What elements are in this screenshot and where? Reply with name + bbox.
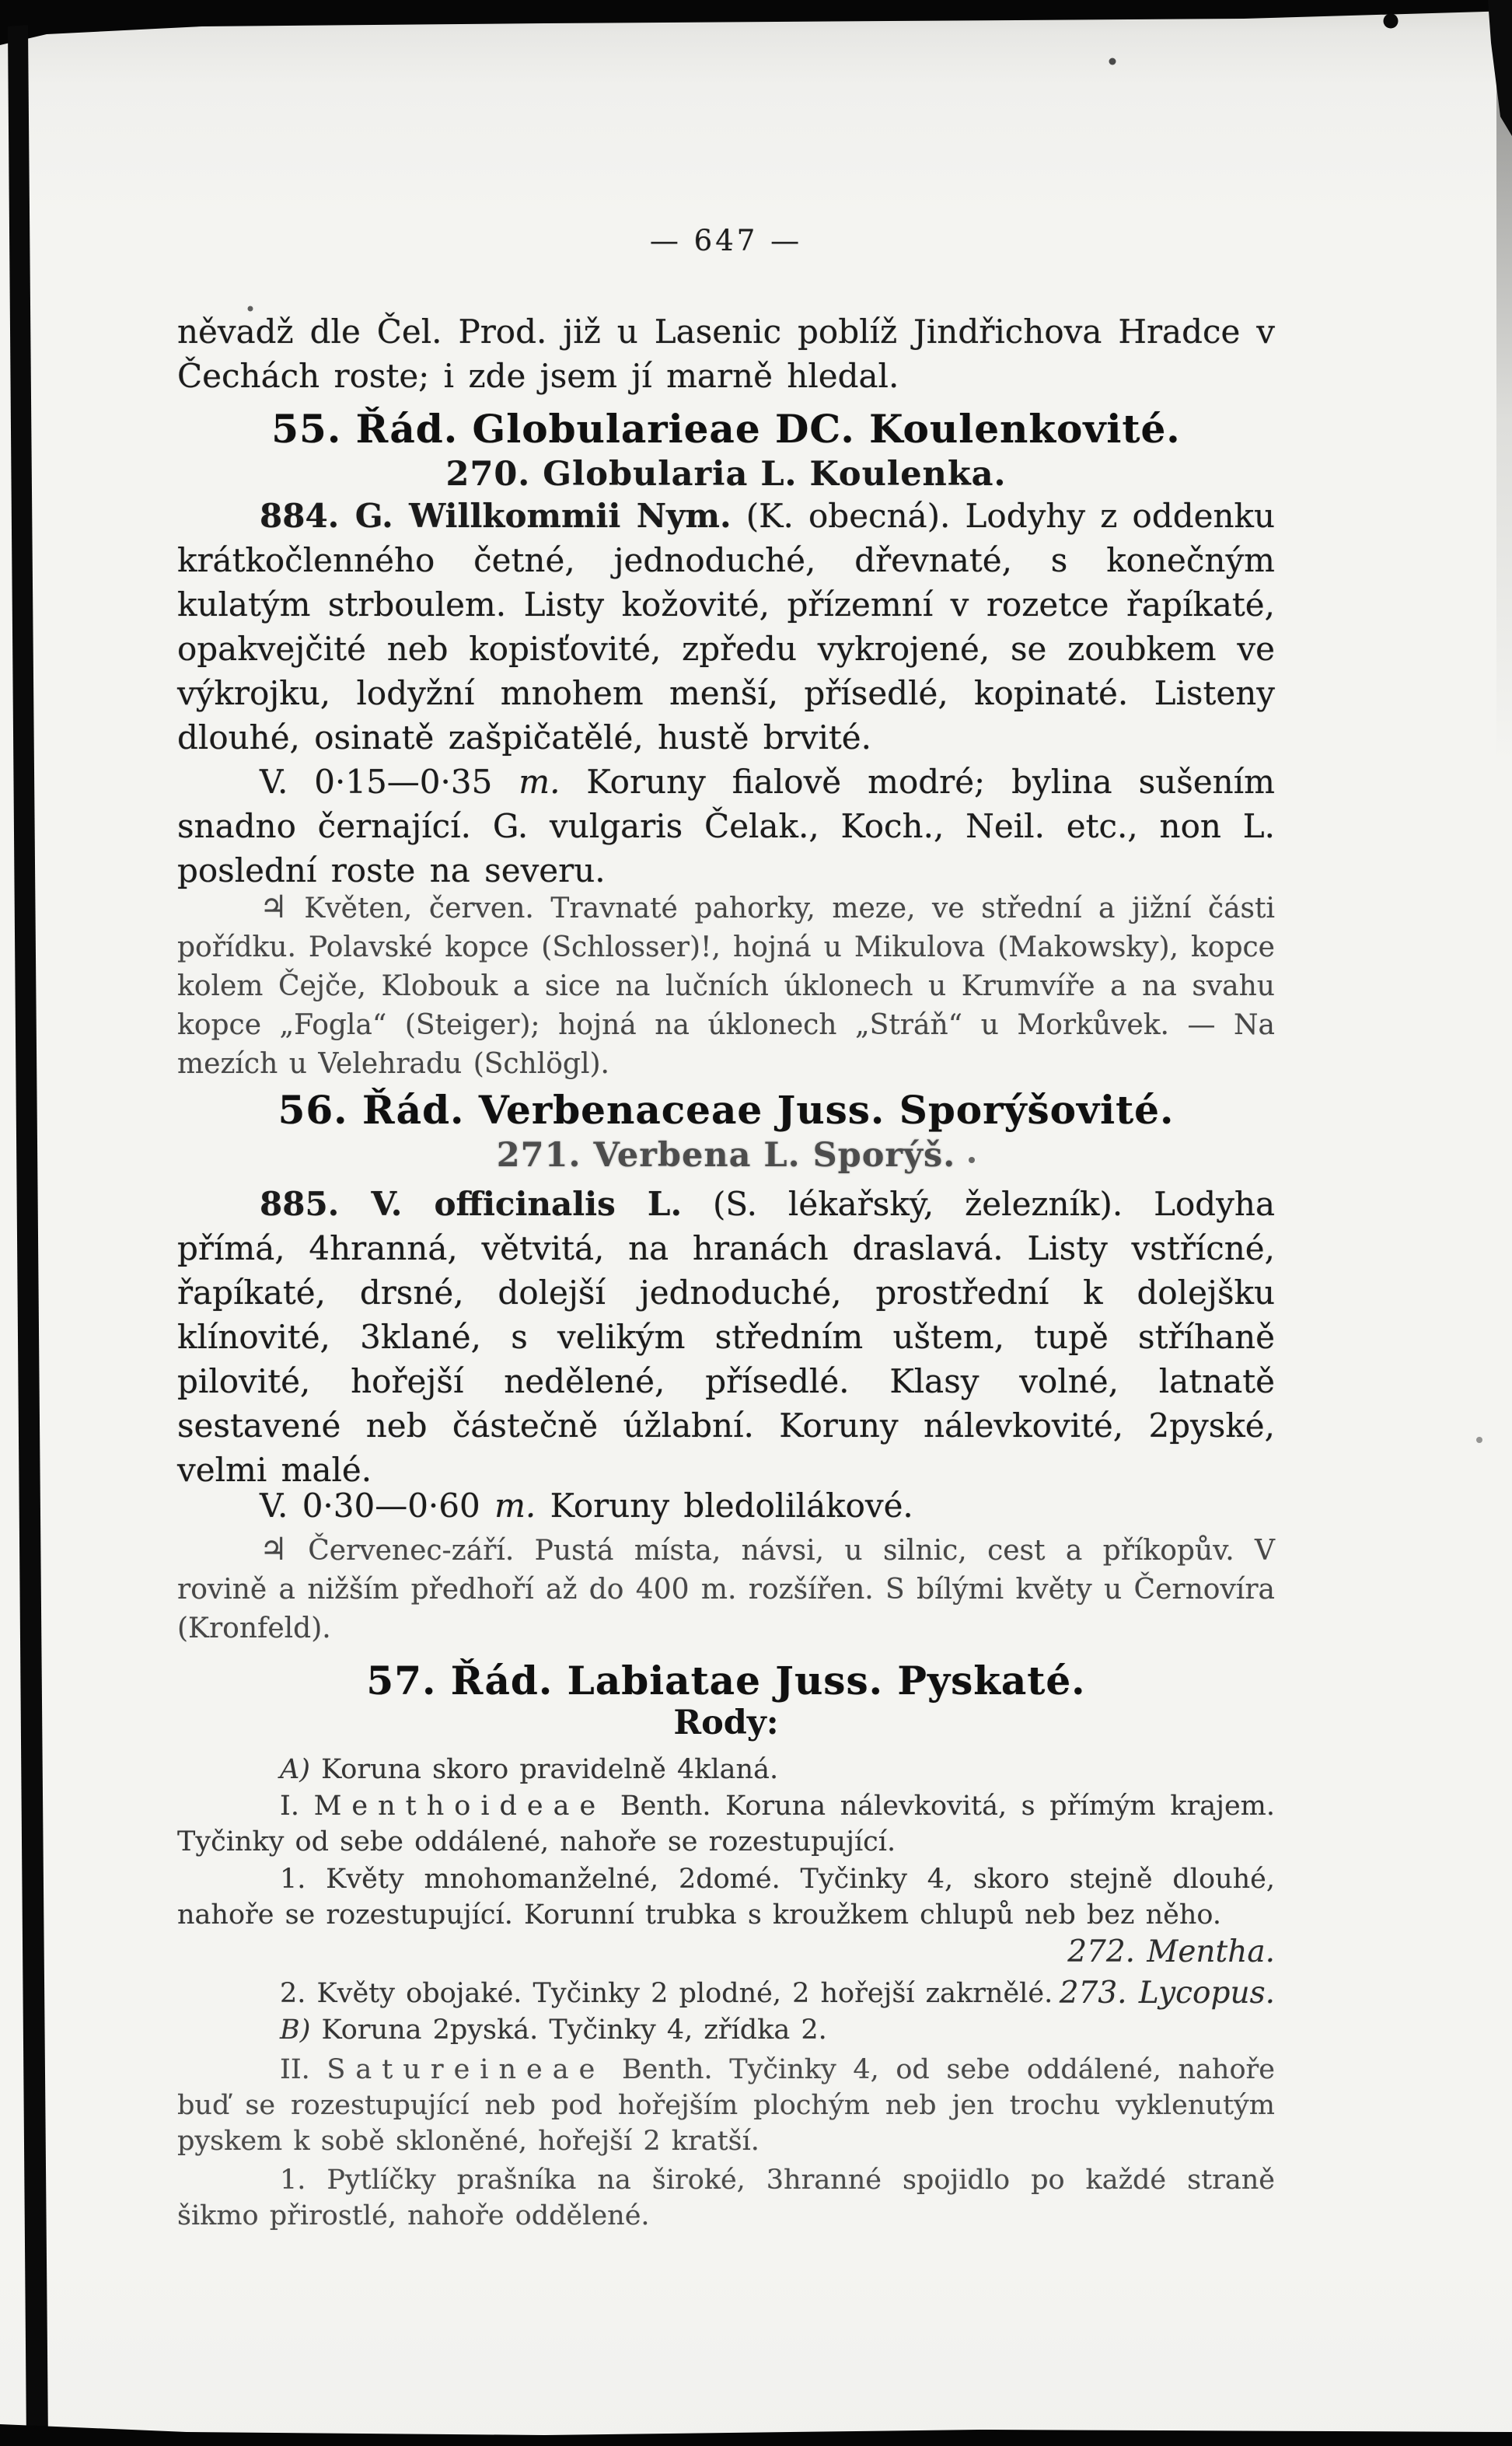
key-item-II-name: Satureineae: [326, 2054, 606, 2085]
order-57-heading: 57. Řád. Labiatae Juss. Pyskaté.: [366, 1658, 1086, 1703]
habitat-885-paragraph: [177, 1530, 1275, 1648]
measurement-884-note: Koruny fialově modré; bylina sušením snadno černající. G. vulgaris Čelak., Koch., Neil. etc., non L. poslední roste na severu.: [177, 763, 1275, 889]
species-884-name: 884. G. Willkommii Nym.: [260, 497, 732, 535]
perennial-icon: ♃: [260, 889, 288, 925]
intro-paragraph: něvadž dle Čel. Prod. již u Lasenic poblíž Jindřichova Hradce v Čechách roste; i zde jsem jí marně hledal.: [177, 313, 1275, 395]
measurement-885-note: Koruny bledolilákové.: [550, 1487, 913, 1525]
key-item-I-name: Menthoideae: [313, 1791, 606, 1822]
species-885-description: (S. lékařský, železník). Lodyha přímá, 4hranná, větvitá, na hranách draslavá. Listy vstřícné, řapíkaté, drsné, dolejší jednoduché, prostřední k dolejšku klínovité, 3klané, s velikým středním uštem, tupě stříhaně pilovité, hořejší nedělené, přísedlé. Klasy volné, latnatě sestavené neb částečně úžlabní. Koruny nálevkovité, 2pyské, velmi malé.: [177, 1185, 1275, 1489]
habitat-884-paragraph: [177, 888, 1275, 1084]
key-item-A-text: Koruna skoro pravidelně 4klaná.: [321, 1754, 779, 1785]
key-item-2-text: 2. Květy obojaké. Tyčinky 2 plodné, 2 hořejší zakrnělé.: [280, 1978, 1053, 2009]
key-item-A: [177, 1752, 1275, 1787]
genera-key-heading: Rody:: [673, 1703, 779, 1742]
order-55-heading: 55. Řád. Globularieae DC. Koulenkovité.: [271, 406, 1181, 452]
key-item-II-1: 1. Pytlíčky prašníka na široké, 3hranné spojidlo po každé straně šikmo přirostlé, nahoře oddělené.: [177, 2165, 1275, 2231]
key-item-II-text: Benth. Tyčinky 4, od sebe oddálené, nahoře buď se rozestupující neb pod hořejším plochým neb jen trochu vyklenutým pyskem k sobě skloněné, hořejší 2 kratší.: [177, 2054, 1275, 2157]
measurement-884-unit: m.: [519, 763, 560, 801]
genus-ref-mentha: 272. Mentha.: [1067, 1934, 1275, 1969]
speck: [1476, 1437, 1482, 1443]
key-item-1: 1. Květy mnohomanželné, 2domé. Tyčinky 4, skoro stejně dlouhé, nahoře se rozestupující. Korunní trubka s kroužkem chlupů neb bez něho.: [177, 1864, 1275, 1931]
key-item-I-text: Benth. Koruna nálevkovitá, s přímým krajem. Tyčinky od sebe oddálené, nahoře se rozestupující.: [177, 1791, 1275, 1857]
left-border-line: [8, 25, 48, 2446]
species-885-paragraph: [177, 1182, 1275, 1492]
species-884-description: (K. obecná). Lodyhy z oddenku krátkočlenného četné, jednoduché, dřevnaté, s konečným kulatým strboulem. Listy kožovité, přízemní v rozetce řapíkaté, opakvejčité neb kopisťovité, zpředu vykrojené, se zoubkem ve výkrojku, lodyžní mnohem menší, přísedlé, kopinaté. Listeny dlouhé, osinatě zašpičatělé, hustě brvité.: [177, 497, 1275, 757]
genus-270-heading: 270. Globularia L. Koulenka.: [445, 455, 1007, 494]
key-item-2: [177, 1976, 1275, 2011]
habitat-885-text: Červenec-září. Pustá místa, návsi, u silnic, cest a příkopův. V rovině a nižším předhoří až do 400 m. rozšířen. S bílými květy u Černovíra (Kronfeld).: [177, 1535, 1275, 1644]
key-item-II: [177, 2052, 1275, 2159]
page-number: — 647 —: [649, 224, 803, 257]
key-item-B: [177, 2012, 1275, 2048]
habitat-884-text: Květen, červen. Travnaté pahorky, meze, ve střední a jižní části pořídku. Polavské kopce (Schlosser)!, hojná u Mikulova (Makowsky), kopce kolem Čejče, Klobouk a sice na lučních úklonech u Krumvíře a na svahu kopce „Fogla“ (Steiger); hojná na úklonech „Stráň“ u Morkůvek. — Na mezích u Velehradu (Schlögl).: [177, 893, 1275, 1080]
ink-dot: [1384, 14, 1399, 29]
perennial-icon: ♃: [260, 1532, 288, 1567]
page-content: [177, 0, 1275, 2234]
measurement-885-paragraph: [177, 1483, 1275, 1528]
measurement-884-value: V. 0·15—0·35: [260, 763, 493, 801]
scan-edge-shading: [1496, 0, 1512, 762]
species-885-name: 885. V. officinalis L.: [260, 1185, 683, 1223]
order-56-heading: 56. Řád. Verbenaceae Juss. Sporýšovité.: [278, 1087, 1175, 1133]
genus-ref-lycopus: 273. Lycopus.: [1059, 1976, 1275, 2011]
key-item-I-label: I.: [280, 1791, 299, 1822]
species-884-paragraph: [177, 494, 1275, 760]
key-item-II-label: II.: [280, 2054, 310, 2085]
key-item-B-text: Koruna 2pyská. Tyčinky 4, zřídka 2.: [321, 2014, 827, 2046]
measurement-885-value: V. 0·30—0·60: [260, 1487, 480, 1525]
measurement-884-paragraph: [177, 760, 1275, 893]
measurement-885-unit: m.: [494, 1487, 536, 1525]
bottom-border: [0, 2424, 1512, 2446]
genus-271-heading: 271. Verbena L. Sporýš.: [496, 1136, 956, 1175]
key-item-A-label: A): [280, 1754, 310, 1785]
key-item-I: [177, 1788, 1275, 1860]
key-item-B-label: B): [280, 2014, 311, 2046]
